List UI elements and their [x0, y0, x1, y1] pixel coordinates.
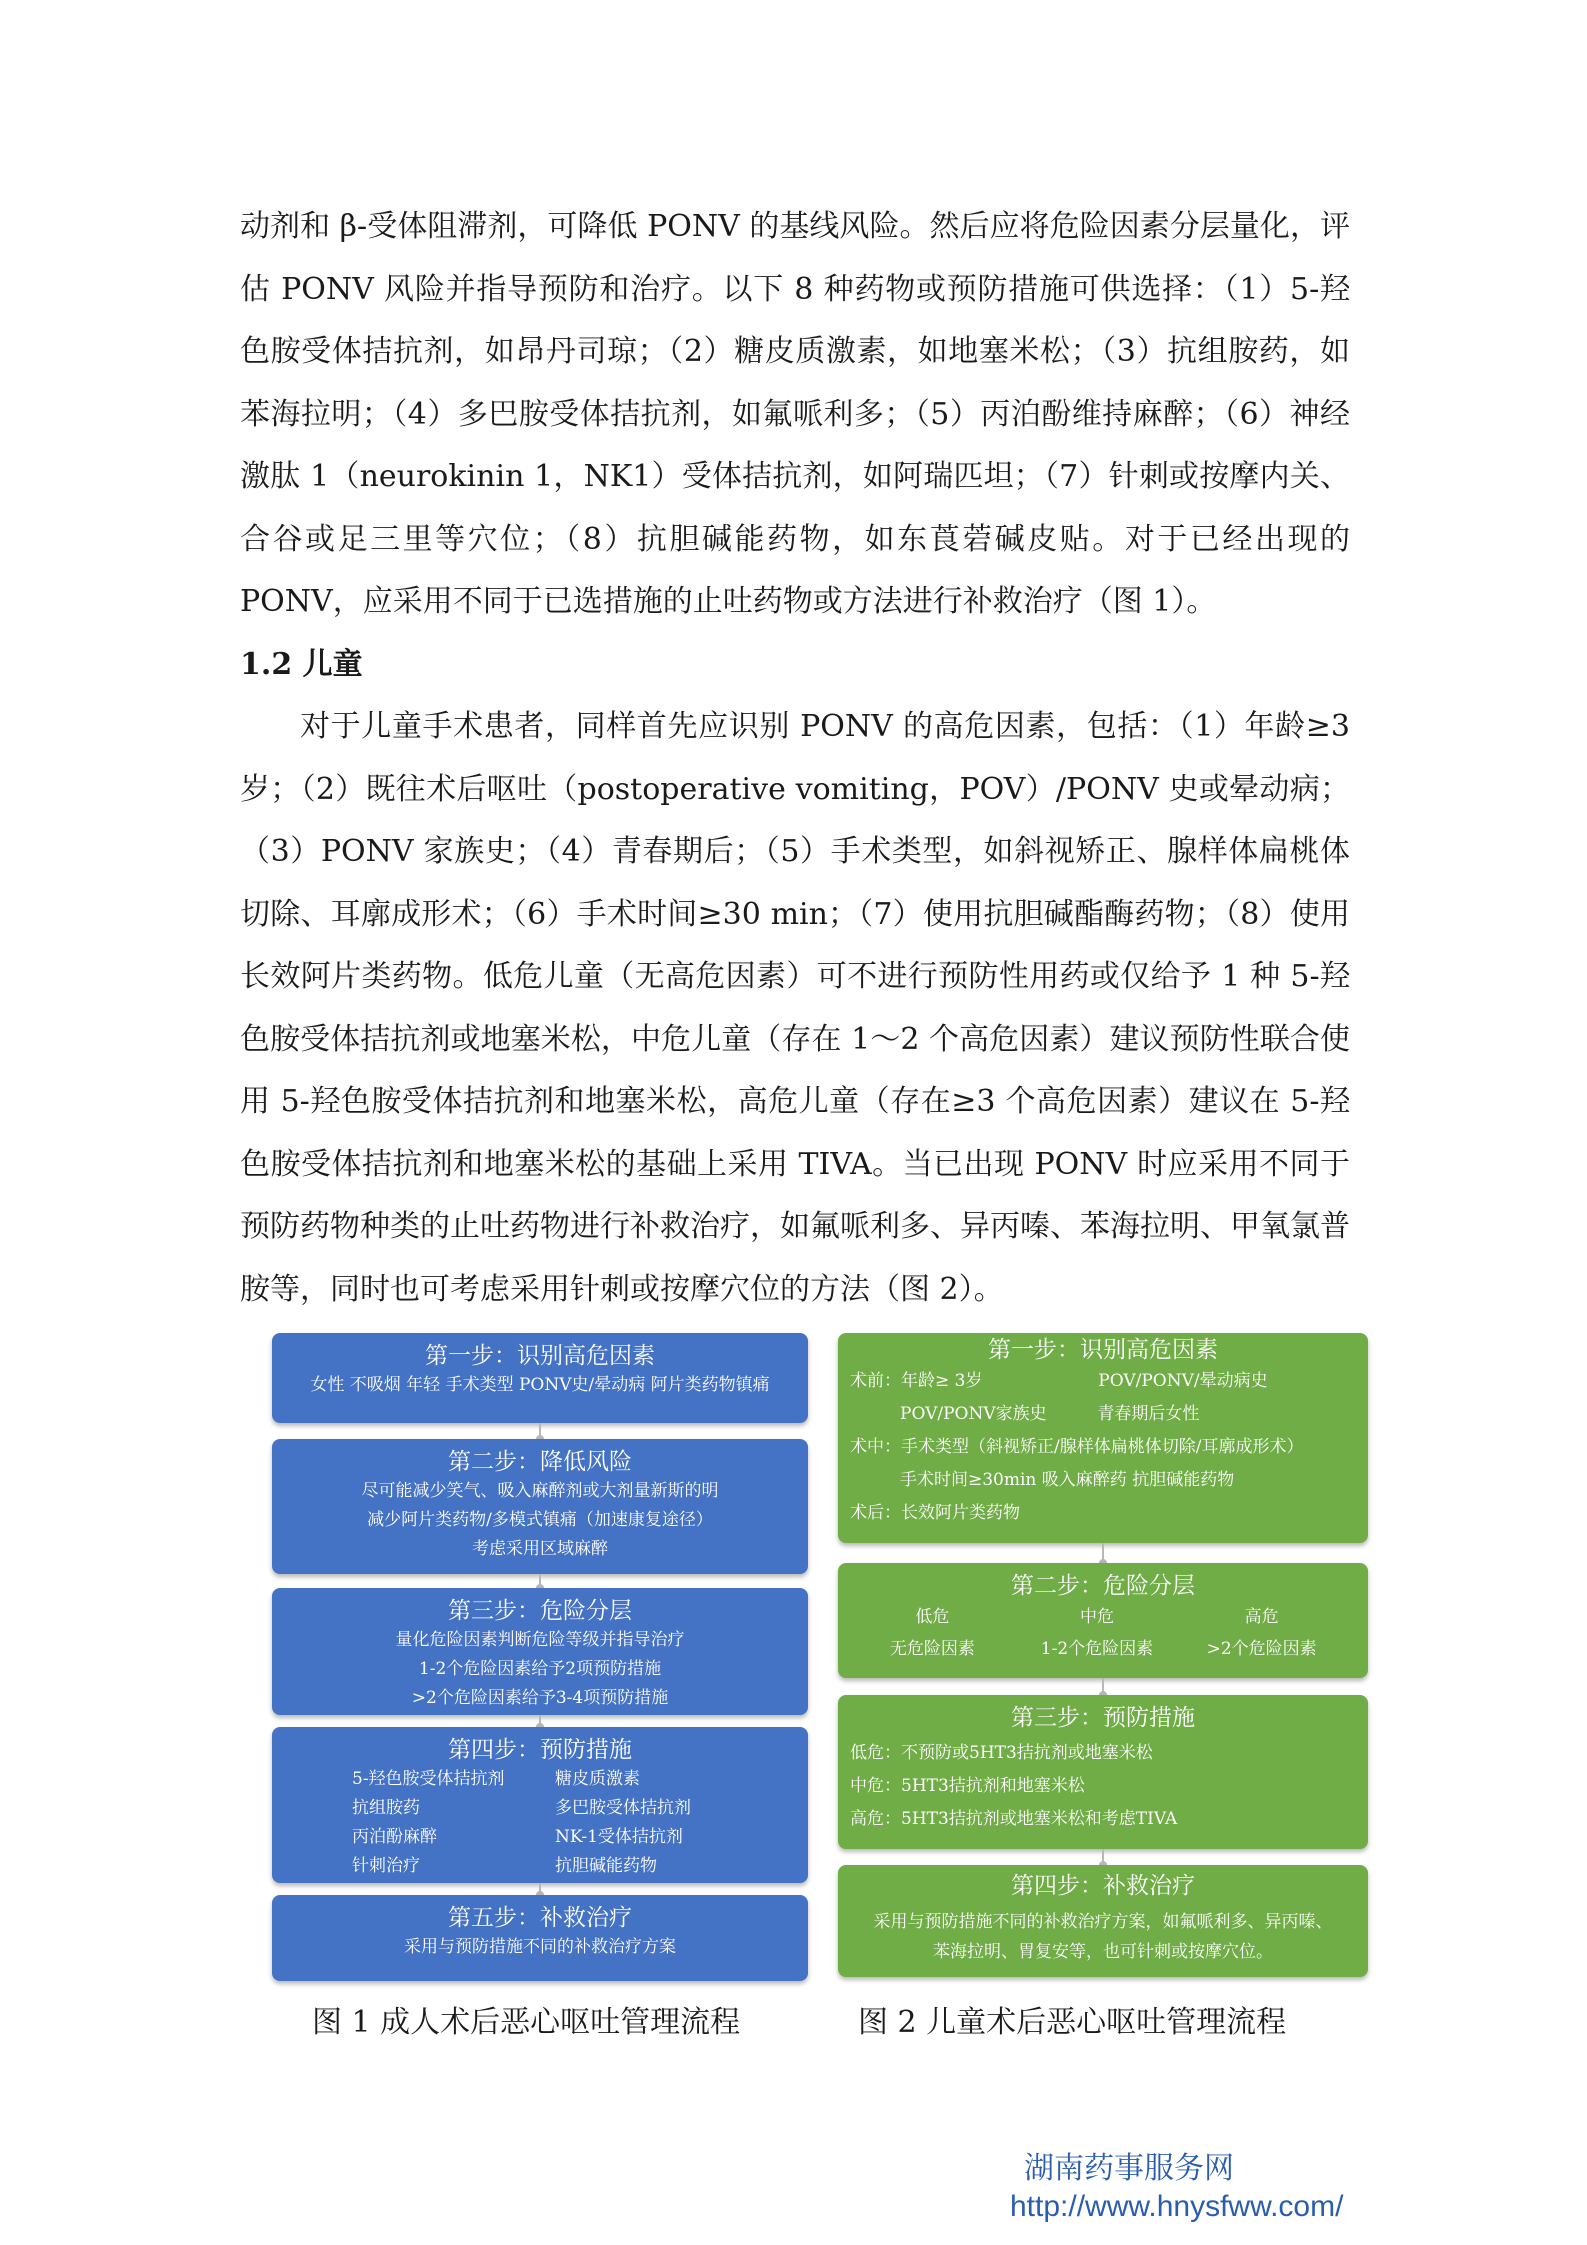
step-line: 尽可能减少笑气、吸入麻醉剂或大剂量新斯的明: [361, 1481, 719, 1501]
adult-step-1: [272, 1333, 808, 1423]
adult-step-2: [272, 1439, 808, 1574]
step-line: 采用与预防措施不同的补救治疗方案: [404, 1937, 676, 1957]
risk-text: POV/PONV/晕动病史: [1098, 1371, 1268, 1391]
measure-item: 5-羟色胺受体拮抗剂: [352, 1769, 505, 1789]
step-title: 第三步：预防措施: [1011, 1705, 1195, 1731]
step-title: 第三步：危险分层: [448, 1598, 632, 1624]
connector: [539, 1715, 541, 1727]
adult-step-3: [272, 1588, 808, 1715]
connector: [539, 1574, 541, 1588]
step-line: 苯海拉明、胃复安等，也可针刺或按摩穴位。: [933, 1942, 1273, 1962]
step-line: [838, 1398, 1368, 1431]
step-line: 采用与预防措施不同的补救治疗方案，如氟哌利多、异丙嗪、: [873, 1912, 1333, 1932]
connector: [539, 1883, 541, 1895]
watermark-url: http://www.hnysfww.com/: [1010, 2190, 1344, 2223]
risk-high: 高危: [1244, 1607, 1279, 1627]
connector: [1102, 1543, 1104, 1563]
step-title: 第一步：识别高危因素: [988, 1337, 1218, 1363]
risk-level-row: [838, 1601, 1368, 1633]
child-step-4: [838, 1865, 1368, 1977]
watermark-name: 湖南药事服务网: [1024, 2152, 1234, 2185]
connector: [1102, 1678, 1104, 1695]
connector: [1102, 1849, 1104, 1865]
step-title: 第二步：降低风险: [448, 1449, 632, 1475]
step-line: [838, 1365, 1368, 1398]
figure-2-caption: 图 2 儿童术后恶心呕吐管理流程: [858, 2005, 1287, 2040]
step-line: 手术时间≥30min 吸入麻醉药 抗胆碱能药物: [900, 1470, 1235, 1490]
measure-item: NK-1受体拮抗剂: [555, 1827, 683, 1847]
measure-item: 多巴胺受体拮抗剂: [555, 1798, 691, 1818]
step-line: 术后：长效阿片类药物: [850, 1503, 1020, 1523]
step-line: 减少阿片类药物/多模式镇痛（加速康复途径）: [367, 1510, 713, 1530]
step-line: 术中：手术类型（斜视矫正/腺样体扁桃体切除/耳廓成形术）: [850, 1437, 1304, 1457]
risk-low: 低危: [915, 1607, 950, 1627]
step-title: 第一步：识别高危因素: [425, 1343, 655, 1369]
figure-1-caption: 图 1 成人术后恶心呕吐管理流程: [312, 2005, 741, 2040]
measure-item: 抗胆碱能药物: [555, 1856, 657, 1876]
body-text: [240, 196, 1350, 1321]
step-line: 考虑采用区域麻醉: [472, 1539, 608, 1559]
step-line: 1-2个危险因素给予2项预防措施: [418, 1659, 662, 1679]
adult-step-4: [272, 1727, 808, 1883]
measure-item: 丙泊酚麻醉: [352, 1827, 437, 1847]
step-line: >2个危险因素给予3-4项预防措施: [411, 1688, 669, 1708]
risk-high-desc: >2个危险因素: [1206, 1639, 1317, 1659]
step-title: 第五步：补救治疗: [448, 1905, 632, 1931]
prevention-measures-list: [272, 1765, 808, 1881]
step-line: 低危：不预防或5HT3拮抗剂或地塞米松: [850, 1743, 1153, 1763]
paragraph-adult-measures: 动剂和 β-受体阻滞剂，可降低 PONV 的基线风险。然后应将危险因素分层量化，评估 PONV 风险并指导预防和治疗。以下 8 种药物或预防措施可供选择：（1）5-羟色胺受体拮抗剂，如昂丹司琼；（2）糖皮质激素，如地塞米松；（3）抗组胺药，如苯海拉明；（4）多巴胺受体拮抗剂，如氟哌利多；（5）丙泊酚维持麻醉；（6）神经激肽 1（neurokinin 1，NK1）受体拮抗剂，如阿瑞匹坦；（7）针刺或按摩内关、合谷或足三里等穴位；（8）抗胆碱能药物，如东莨菪碱皮贴。对于已经出现的 PONV，应采用不同于已选措施的止吐药物或方法进行补救治疗（图 1）。: [240, 209, 1350, 619]
adult-step-5: [272, 1895, 808, 1981]
measure-item: 针刺治疗: [352, 1856, 420, 1876]
risk-mid: 中危: [1079, 1607, 1114, 1627]
child-step-1: [838, 1333, 1368, 1543]
step-line: 高危：5HT3拮抗剂或地塞米松和考虑TIVA: [850, 1809, 1178, 1829]
risk-text: POV/PONV家族史: [900, 1404, 1047, 1424]
step-title: 第四步：补救治疗: [1011, 1873, 1195, 1899]
step-line: 女性 不吸烟 年轻 手术类型 PONV史/晕动病 阿片类药物镇痛: [310, 1375, 770, 1395]
paragraph-children: 对于儿童手术患者，同样首先应识别 PONV 的高危因素，包括：（1）年龄≥3 岁；（2）既往术后呕吐（postoperative vomiting，POV）/PONV 史或晕动病；（3）PONV 家族史；（4）青春期后；（5）手术类型，如斜视矫正、腺样体扁桃体切除、耳廓成形术；（6）手术时间≥30 min；（7）使用抗胆碱酯酶药物；（8）使用长效阿片类药物。低危儿童（无高危因素）可不进行预防性用药或仅给予 1 种 5-羟色胺受体拮抗剂或地塞米松，中危儿童（存在 1～2 个高危因素）建议预防性联合使用 5-羟色胺受体拮抗剂和地塞米松，高危儿童（存在≥3 个高危因素）建议在 5-羟色胺受体拮抗剂和地塞米松的基础上采用 TIVA。当已出现 PONV 时应采用不同于预防药物种类的止吐药物进行补救治疗，如氟哌利多、异丙嗪、苯海拉明、甲氧氯普胺等，同时也可考虑采用针刺或按摩穴位的方法（图 2）。: [240, 709, 1350, 1307]
risk-text: 术前：年龄≥ 3岁: [850, 1371, 983, 1391]
child-step-3: [838, 1695, 1368, 1849]
section-heading-children: 1.2 儿童: [240, 646, 363, 682]
measure-item: 糖皮质激素: [555, 1769, 640, 1789]
site-watermark: [1010, 2150, 1343, 2226]
step-title: 第四步：预防措施: [448, 1737, 632, 1763]
connector: [539, 1423, 541, 1439]
risk-desc-row: [838, 1633, 1368, 1665]
step-line: 量化危险因素判断危险等级并指导治疗: [395, 1630, 685, 1650]
step-line: 中危：5HT3拮抗剂和地塞米松: [850, 1776, 1085, 1796]
measure-item: 抗组胺药: [352, 1798, 420, 1818]
child-step-2: [838, 1563, 1368, 1678]
risk-mid-desc: 1-2个危险因素: [1040, 1639, 1154, 1659]
risk-low-desc: 无危险因素: [889, 1639, 975, 1659]
risk-text: 青春期后女性: [1097, 1404, 1200, 1424]
step-title: 第二步：危险分层: [1011, 1573, 1195, 1599]
